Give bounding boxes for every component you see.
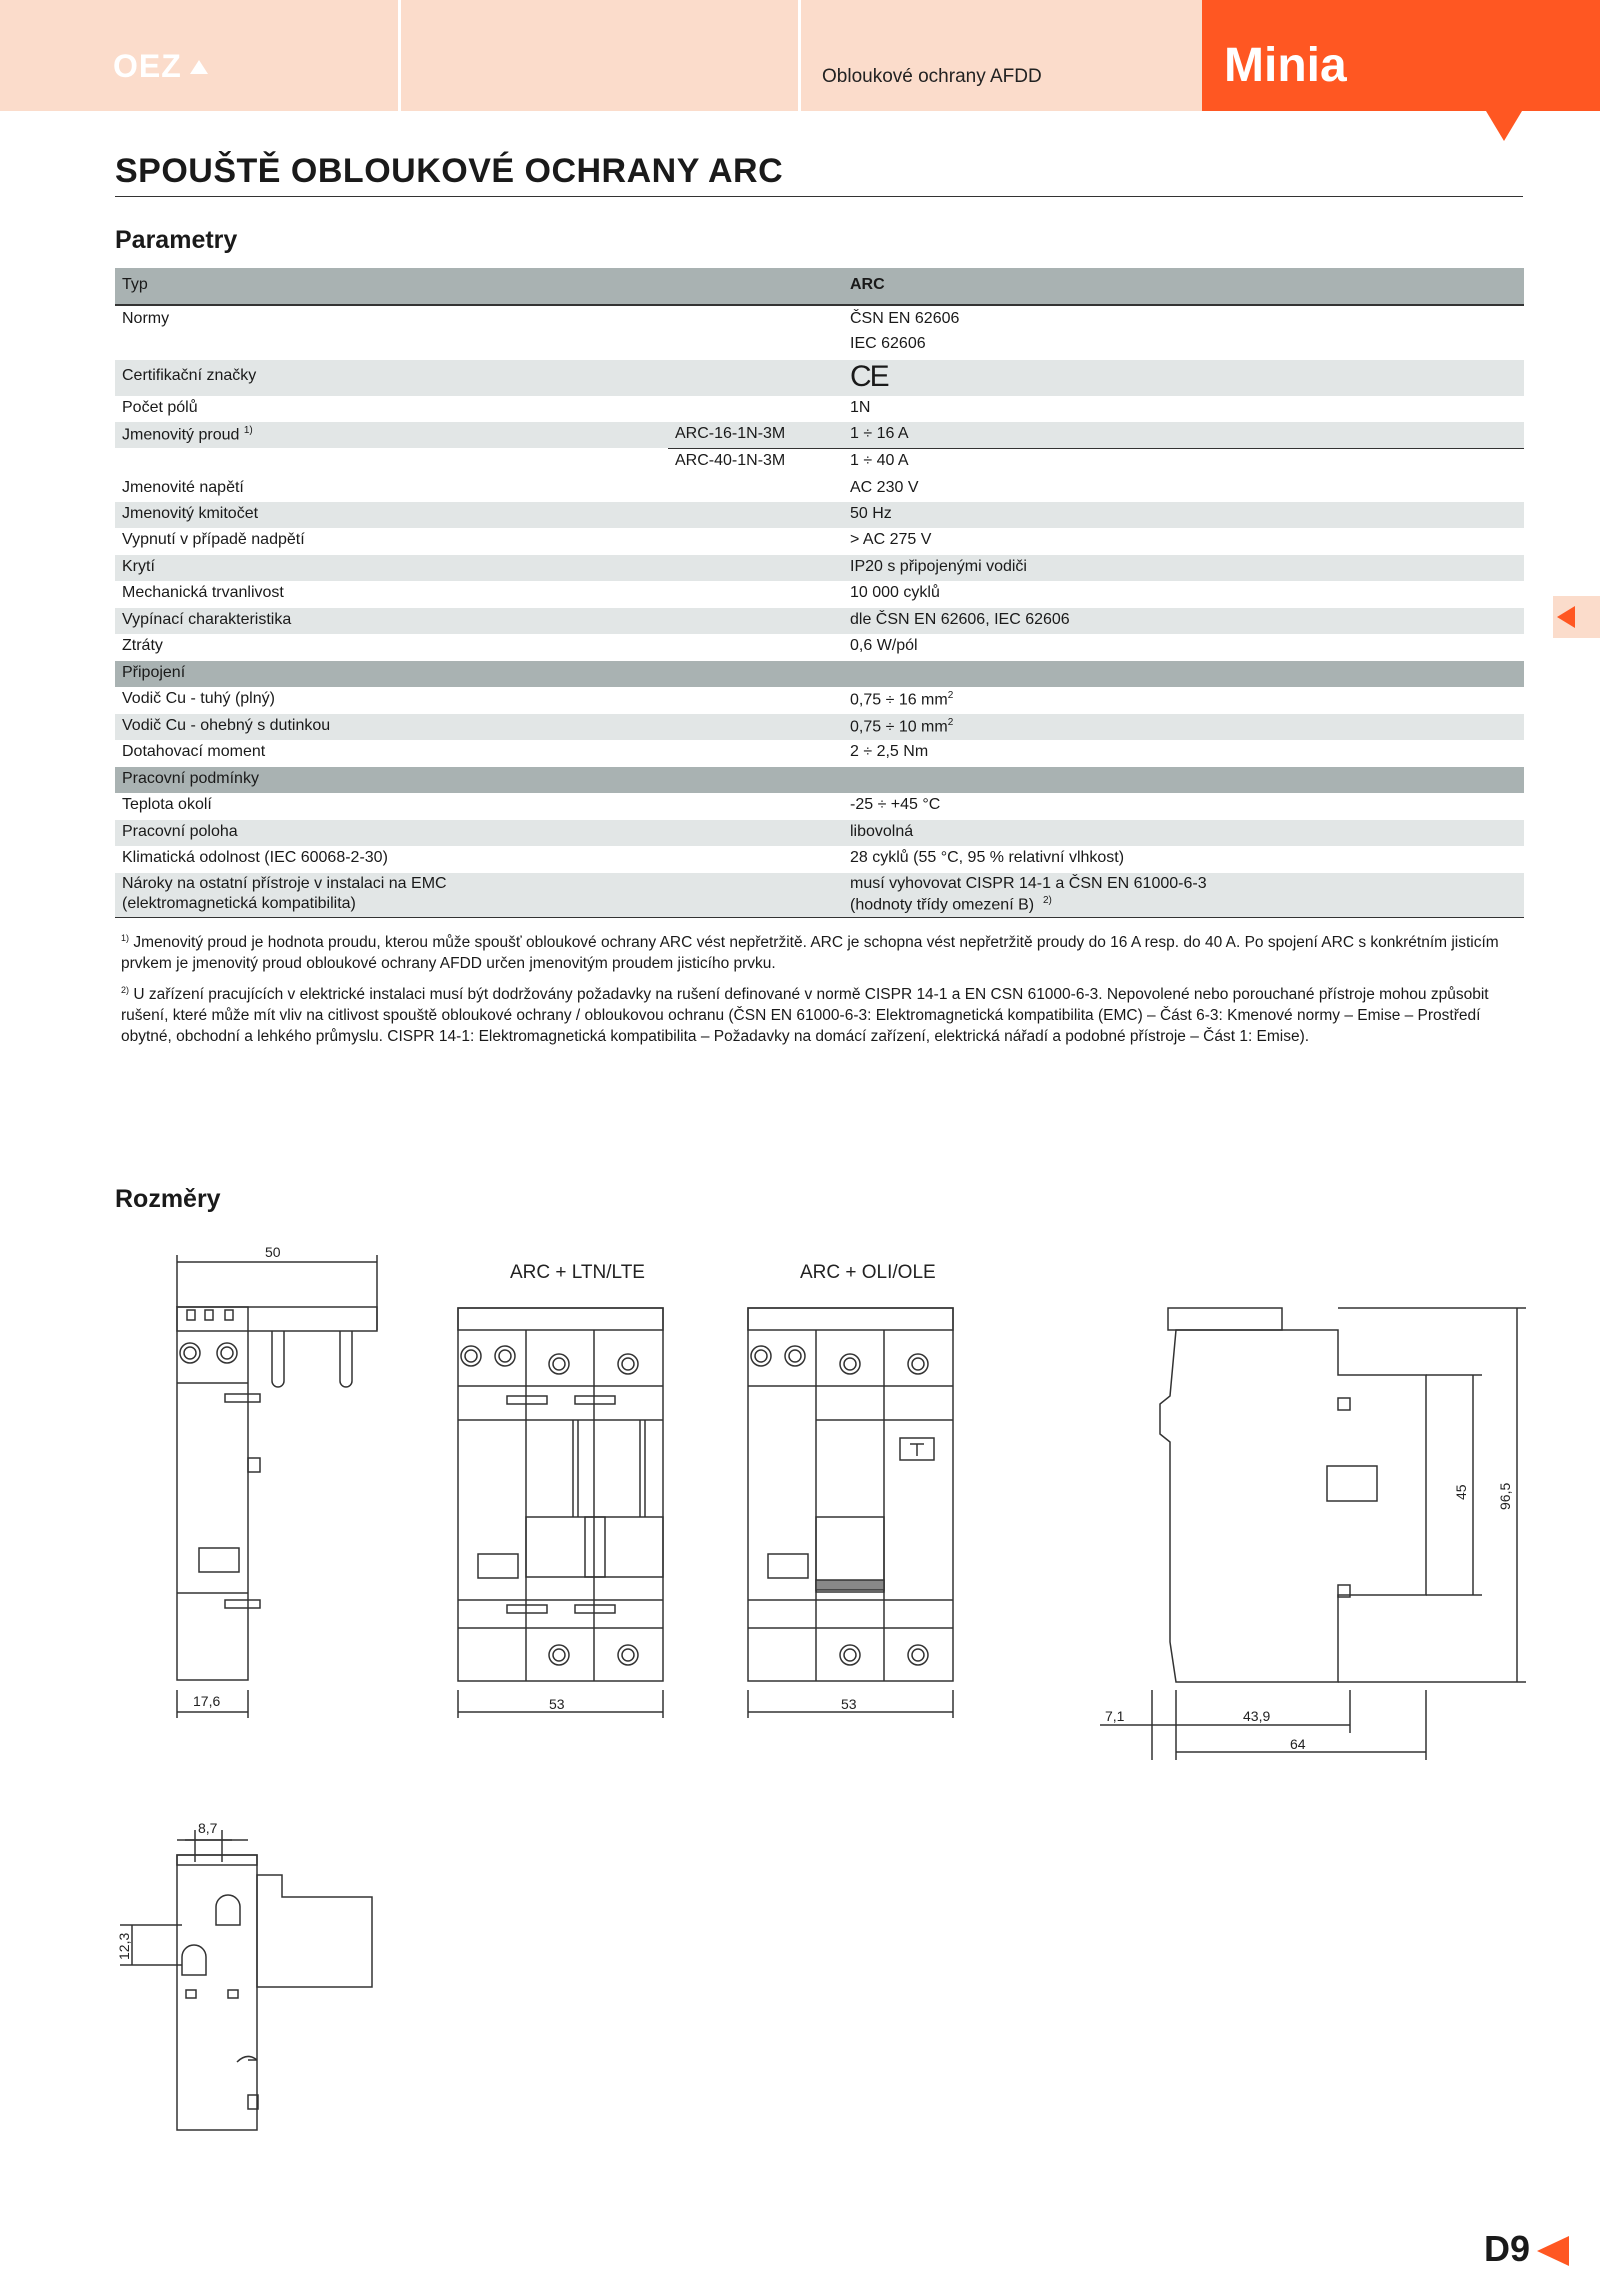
table-header-label: Typ — [122, 276, 148, 293]
logo-triangle-icon — [190, 60, 208, 74]
row-label: Normy — [122, 310, 170, 327]
row-label: Certifikační značky — [122, 367, 257, 384]
section-label: Připojení — [122, 664, 186, 681]
row-value: 2 ÷ 2,5 Nm — [850, 743, 929, 760]
row-value: 0,75 ÷ 16 $mm^2$ — [850, 690, 954, 709]
ce-mark-icon: CE — [850, 360, 888, 393]
row-label: Vypínací charakteristika — [122, 611, 292, 628]
row-label: Klimatická odolnost (IEC 60068-2-30) — [122, 849, 388, 866]
table-row — [115, 608, 1524, 634]
dim-45: 45 — [1453, 1484, 1469, 1500]
brand-notch-icon — [1486, 111, 1522, 141]
row-label: Mechanická trvanlivost — [122, 584, 284, 601]
row-label: Nároky na ostatní přístroje v instalaci na EMC — [122, 875, 447, 892]
table-row — [115, 581, 1524, 608]
row-label: Ztráty — [122, 637, 163, 654]
row-value: 1 ÷ 16 A — [850, 425, 909, 442]
table-row — [115, 820, 1524, 846]
drawing-arc-ltn — [458, 1308, 663, 1718]
row-value: 1N — [850, 399, 871, 416]
drawing-label-ltn: ARC + LTN/LTE — [510, 1262, 645, 1283]
section-row-connection — [115, 661, 1524, 687]
row-label: Teplota okolí — [122, 796, 212, 813]
table-row — [115, 502, 1524, 528]
dim-7-1: 7,1 — [1105, 1708, 1125, 1724]
dim-96-5: 96,5 — [1497, 1482, 1513, 1510]
dim-53-ltn: 53 — [549, 1696, 565, 1712]
table-row — [115, 555, 1524, 581]
table-row — [115, 396, 1524, 422]
table-row — [115, 687, 1524, 714]
row-label: Jmenovité napětí — [122, 479, 244, 496]
row-label: (elektromagnetická kompatibilita) — [122, 895, 356, 912]
table-row — [115, 714, 1524, 740]
row-value: 28 cyklů (55 °C, 95 % relativní vlhkost) — [850, 849, 1125, 866]
row-value: 1 ÷ 40 A — [850, 452, 909, 469]
drawing-arc-front — [177, 1255, 377, 1718]
table-row — [115, 793, 1524, 820]
row-value: (hodnoty třídy omezení B) $^{2)}$ — [850, 895, 1052, 914]
row-label: Vodič Cu - tuhý (plný) — [122, 690, 275, 707]
row-label: Pracovní poloha — [122, 823, 238, 840]
side-arrow-icon — [1557, 606, 1575, 628]
row-value: -25 ÷ +45 °C — [850, 796, 941, 813]
row-label: Počet pólů — [122, 399, 198, 416]
dims-heading: Rozměry — [115, 1185, 221, 1213]
dim-53-oli: 53 — [841, 1696, 857, 1712]
oez-logo: OEZ — [113, 48, 182, 84]
section-name: Obloukové ochrany AFDD — [822, 66, 1042, 87]
header-segment-empty — [401, 0, 798, 111]
drawing-detail — [120, 1830, 372, 2130]
section-label: Pracovní podmínky — [122, 770, 259, 787]
drawing-side-profile — [1100, 1308, 1526, 1760]
footnote-1: $^{1)}$ Jmenovitý proud je hodnota proudu, kterou může spoušť obloukové ochrany ARC vést nepřetržitě. ARC je schopna vést nepřetržitě proudy do 16 A resp. do 40 A. Po spojení ARC s konkrétním jisticím prvkem je jmenovitý proud obloukové ochrany AFDD určen jmenovitým proudem jisticího prvku. — [121, 933, 1499, 973]
params-heading: Parametry — [115, 226, 238, 254]
row-label: Jmenovitý kmitočet — [122, 505, 259, 522]
drawing-label-oli: ARC + OLI/OLE — [800, 1262, 936, 1283]
drawing-arc-oli — [748, 1308, 953, 1718]
table-header-value: ARC — [850, 276, 885, 293]
page-arrow-icon — [1537, 2236, 1569, 2266]
row-label: Krytí — [122, 558, 155, 575]
page-title: SPOUŠTĚ OBLOUKOVÉ OCHRANY ARC — [115, 152, 784, 190]
table-header-row — [115, 268, 1524, 306]
row-value: 0,6 W/pól — [850, 637, 918, 654]
row-value: IEC 62606 — [850, 335, 926, 352]
table-row — [115, 476, 1524, 502]
table-row — [115, 873, 1524, 917]
row-value: musí vyhovovat CISPR 14-1 a ČSN EN 61000-6-3 — [850, 875, 1207, 892]
page-number: D9 — [1484, 2228, 1531, 2269]
page-header — [0, 0, 1600, 111]
row-variant: ARC-16-1N-3M — [675, 425, 786, 442]
row-value: dle ČSN EN 62606, IEC 62606 — [850, 611, 1070, 628]
header-segment-logo — [0, 0, 398, 111]
row-variant: ARC-40-1N-3M — [675, 452, 786, 469]
row-value: AC 230 V — [850, 479, 919, 496]
dim-64: 64 — [1290, 1736, 1306, 1752]
row-shade — [115, 422, 1524, 448]
row-label: Dotahovací moment — [122, 743, 266, 760]
header-segment-section — [801, 0, 1202, 111]
footnote-2: $^{2)}$ U zařízení pracujících v elektrické instalaci musí být dodržovány požadavky na rušení definované v normě CISPR 14-1 a EN CSN 61000-6-3. Nepovolené nebo porouchané přístroje mohou způsobit rušení, které může mít vliv na citlivost spouště obloukové ochrany / obloukovou ochranu (ČSN EN 61000-6-3: Elektromagnetická kompatibilita (EMC) – Část 6-3: Kmenové normy – Emise – Prostředí obytné, obchodní a lehkého průmyslu. CISPR 14-1: Elektromagnetická kompatibilita – Požadavky na domácí zařízení, elektrická nářadí a podobné přístroje – Část 1: Emise). — [121, 985, 1489, 1046]
row-value: > AC 275 V — [850, 531, 932, 548]
row-value: ČSN EN 62606 — [850, 310, 960, 327]
table-row — [115, 307, 1524, 360]
row-value: libovolná — [850, 823, 914, 840]
table-row — [115, 740, 1524, 767]
dim-12-3: 12,3 — [116, 1932, 132, 1960]
table-row — [115, 528, 1524, 555]
row-divider — [668, 448, 1524, 449]
row-label: Jmenovitý proud $^{1)}$ — [122, 425, 253, 444]
table-row — [115, 846, 1524, 873]
row-label: Vodič Cu - ohebný s dutinkou — [122, 717, 331, 734]
row-value: 50 Hz — [850, 505, 892, 522]
table-row — [115, 422, 1524, 476]
dim-50: 50 — [265, 1244, 281, 1260]
dim-17-6: 17,6 — [193, 1693, 221, 1709]
dim-8-7: 8,7 — [198, 1820, 218, 1836]
row-value: 0,75 ÷ 10 $mm^2$ — [850, 717, 954, 736]
row-value: IP20 s připojenými vodiči — [850, 558, 1027, 575]
table-row — [115, 360, 1524, 396]
table-row — [115, 634, 1524, 661]
brand-label: Minia — [1224, 39, 1347, 92]
title-rule — [115, 196, 1523, 197]
table-bottom-rule — [115, 917, 1524, 918]
dim-43-9: 43,9 — [1243, 1708, 1271, 1724]
row-value: 10 000 cyklů — [850, 584, 940, 601]
row-label: Vypnutí v případě nadpětí — [122, 531, 305, 548]
section-row-conditions — [115, 767, 1524, 793]
